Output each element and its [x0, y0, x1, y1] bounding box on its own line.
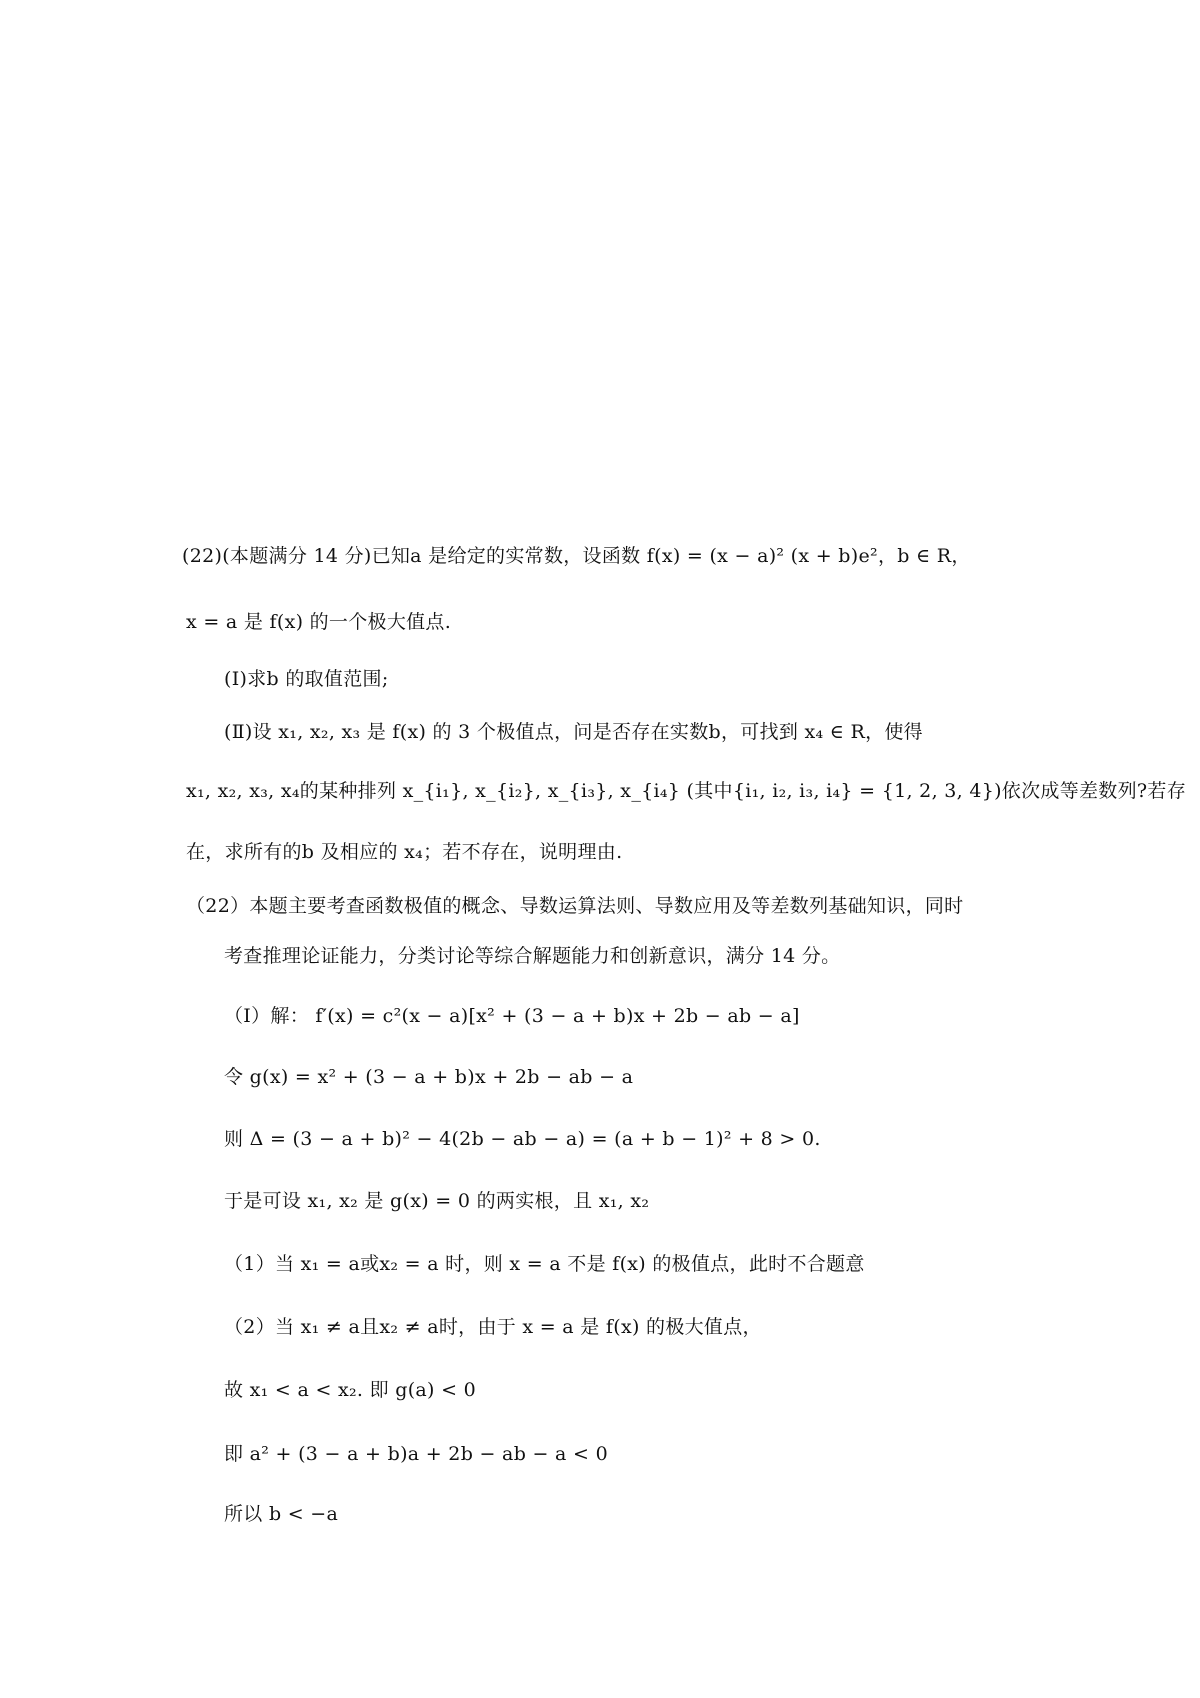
solution-step-roots: 于是可设 x₁, x₂ 是 g(x) = 0 的两实根，且 x₁, x₂: [224, 1190, 650, 1212]
solution-step-derivative: （Ⅰ）解： f′(x) = c²(x − a)[x² + (3 − a + b)x + 2b − ab − a]: [224, 1005, 800, 1027]
solution-step-conclusion: 所以 b < −a: [224, 1503, 339, 1525]
solution-intro-line-1: （22）本题主要考查函数极值的概念、导数运算法则、导数应用及等差数列基础知识，同时: [186, 895, 964, 917]
solution-step-inequality: 故 x₁ < a < x₂. 即 g(a) < 0: [224, 1379, 477, 1401]
solution-step-discriminant: 则 Δ = (3 − a + b)² − 4(2b − ab − a) = (a + b − 1)² + 8 > 0.: [224, 1128, 821, 1150]
problem-part-2-line-2: x₁, x₂, x₃, x₄的某种排列 x_{i₁}, x_{i₂}, x_{i₃}, x_{i₄} (其中{i₁, i₂, i₃, i₄} = {1, 2, 3, 4})依次成等差数列?若存: [186, 780, 1186, 802]
problem-part-2-line-3: 在，求所有的b 及相应的 x₄；若不存在，说明理由.: [186, 841, 623, 863]
problem-part-2-line-1: (Ⅱ)设 x₁, x₂, x₃ 是 f(x) 的 3 个极值点，问是否存在实数b，可找到 x₄ ∈ R，使得: [224, 721, 923, 743]
problem-part-1: (Ⅰ)求b 的取值范围;: [224, 668, 389, 690]
solution-step-define-g: 令 g(x) = x² + (3 − a + b)x + 2b − ab − a: [224, 1066, 634, 1088]
solution-case-2: （2）当 x₁ ≠ a且x₂ ≠ a时，由于 x = a 是 f(x) 的极大值点，: [224, 1316, 762, 1338]
solution-step-expand: 即 a² + (3 − a + b)a + 2b − ab − a < 0: [224, 1443, 608, 1465]
solution-case-1: （1）当 x₁ = a或x₂ = a 时，则 x = a 不是 f(x) 的极值点，此时不合题意: [224, 1253, 865, 1275]
problem-line-2: x = a 是 f(x) 的一个极大值点.: [186, 611, 452, 633]
problem-line-1: (22)(本题满分 14 分)已知a 是给定的实常数，设函数 f(x) = (x − a)² (x + b)e²，b ∈ R，: [182, 545, 971, 567]
solution-intro-line-2: 考查推理论证能力，分类讨论等综合解题能力和创新意识，满分 14 分。: [224, 945, 841, 967]
